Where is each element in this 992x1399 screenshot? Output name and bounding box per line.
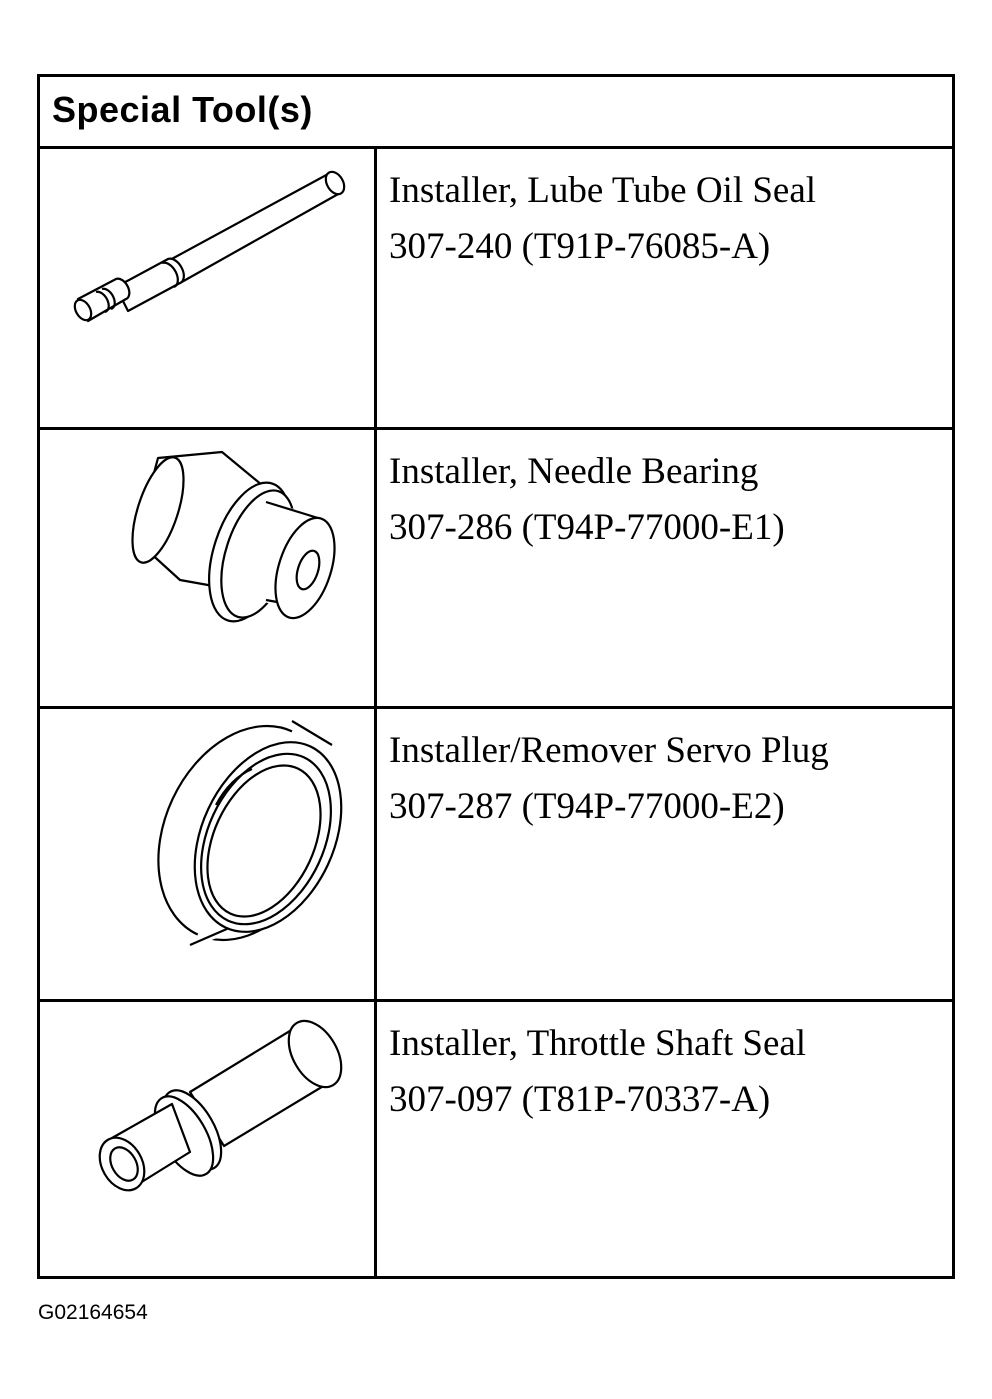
tool-name: Installer, Lube Tube Oil Seal — [389, 170, 817, 211]
tool-description-cell — [377, 430, 952, 706]
tool-name: Installer, Throttle Shaft Seal — [389, 1023, 807, 1064]
tool-number: 307-287 (T94P-77000-E2) — [389, 786, 785, 827]
tool-name: Installer, Needle Bearing — [389, 451, 759, 492]
tool-illustration-cell — [40, 709, 377, 999]
tool-number: 307-097 (T81P-70337-A) — [389, 1079, 771, 1120]
throttle-shaft-seal-installer-icon — [40, 1002, 374, 1276]
tool-number: 307-286 (T94P-77000-E1) — [389, 507, 785, 548]
special-tools-table — [37, 74, 955, 1279]
tool-illustration-cell — [40, 430, 377, 706]
needle-bearing-installer-icon — [40, 430, 374, 706]
table-header — [40, 77, 952, 149]
tool-illustration-cell — [40, 1002, 377, 1276]
tool-row-servo-plug — [40, 709, 952, 1002]
tool-description-cell — [377, 149, 952, 427]
table-title: Special Tool(s) — [52, 89, 313, 130]
tool-illustration-cell — [40, 149, 377, 427]
tool-row-needle-bearing — [40, 430, 952, 709]
tool-number: 307-240 (T91P-76085-A) — [389, 226, 771, 267]
figure-id: G02164654 — [38, 1301, 148, 1324]
servo-plug-installer-remover-icon — [40, 709, 374, 999]
tool-description-cell — [377, 1002, 952, 1276]
tool-row-lube-tube-oil-seal — [40, 149, 952, 430]
tool-description-cell — [377, 709, 952, 999]
tool-name: Installer/Remover Servo Plug — [389, 730, 829, 771]
tool-row-throttle-shaft-seal — [40, 1002, 952, 1276]
lube-tube-seal-installer-icon — [40, 149, 374, 427]
